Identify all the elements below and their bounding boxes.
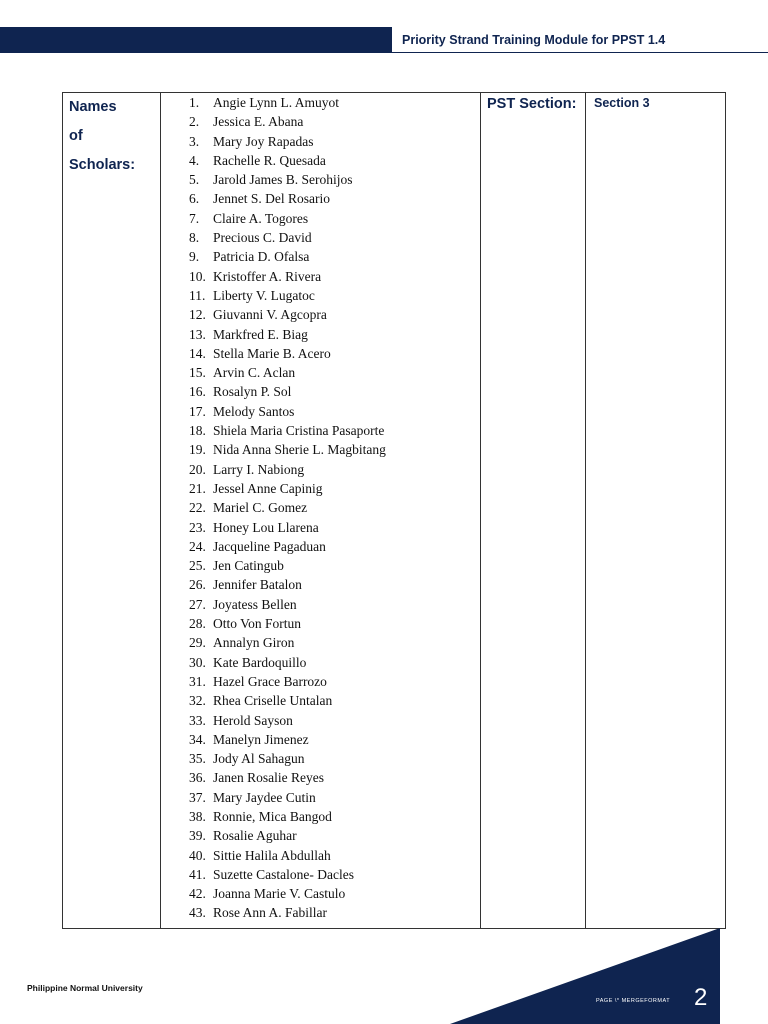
scholar-name: Jennifer Batalon — [213, 577, 302, 593]
scholar-number: 9. — [189, 249, 200, 265]
label-line-names: Names — [69, 99, 117, 115]
scholar-number: 36. — [189, 770, 206, 786]
scholar-number: 28. — [189, 616, 206, 632]
scholar-number: 42. — [189, 886, 206, 902]
scholar-list-item — [189, 711, 480, 730]
label-line-of: of — [69, 128, 83, 144]
pst-section-label: PST Section: — [487, 96, 577, 112]
scholar-list-item — [189, 749, 480, 768]
scholar-number: 1. — [189, 95, 200, 110]
scholar-list-item — [189, 112, 480, 131]
scholar-name: Rosalyn P. Sol — [213, 384, 292, 400]
scholar-list-item — [189, 614, 480, 633]
scholar-list-item — [189, 730, 480, 749]
scholar-number: 23. — [189, 519, 206, 535]
scholar-number: 34. — [189, 731, 206, 747]
scholar-name: Ronnie, Mica Bangod — [213, 808, 332, 824]
scholar-name: Mary Jaydee Cutin — [213, 789, 316, 805]
scholar-number: 17. — [189, 403, 206, 419]
scholar-list-item — [189, 363, 480, 382]
names-of-scholars-label — [63, 93, 160, 180]
scholar-list-item — [189, 884, 480, 903]
scholar-list-item — [189, 228, 480, 247]
scholar-name: Jacqueline Pagaduan — [213, 538, 326, 554]
scholar-list-item — [189, 151, 480, 170]
scholar-list-item — [189, 209, 480, 228]
scholar-name: Jessica E. Abana — [213, 114, 304, 130]
scholar-name: Annalyn Giron — [213, 635, 295, 651]
scholar-list-item — [189, 498, 480, 517]
scholar-number: 3. — [189, 133, 200, 149]
scholar-name: Kate Bardoquillo — [213, 654, 307, 670]
scholar-name: Stella Marie B. Acero — [213, 345, 331, 361]
scholar-name: Mary Joy Rapadas — [213, 133, 314, 149]
scholar-name: Claire A. Togores — [213, 210, 309, 226]
scholar-number: 27. — [189, 596, 206, 612]
scholar-number: 16. — [189, 384, 206, 400]
scholar-list-item — [189, 247, 480, 266]
scholar-number: 10. — [189, 268, 206, 284]
scholar-number: 22. — [189, 500, 206, 516]
scholar-list-item — [189, 170, 480, 189]
pst-section-value: Section 3 — [594, 96, 650, 110]
scholar-list-item — [189, 518, 480, 537]
scholar-number: 18. — [189, 423, 206, 439]
scholar-name: Joanna Marie V. Castulo — [213, 886, 346, 902]
scholar-number: 43. — [189, 905, 206, 921]
scholar-number: 33. — [189, 712, 206, 728]
footer-page-field: PAGE \* MERGEFORMAT — [596, 998, 671, 1004]
scholar-list-item — [189, 537, 480, 556]
scholar-list-item — [189, 460, 480, 479]
names-label-cell — [63, 93, 161, 929]
scholar-list-item — [189, 402, 480, 421]
scholar-number: 5. — [189, 172, 200, 188]
scholar-name: Kristoffer A. Rivera — [213, 268, 322, 284]
scholar-name: Precious C. David — [213, 230, 312, 246]
scholar-number: 20. — [189, 461, 206, 477]
scholar-list-item — [189, 807, 480, 826]
scholar-number: 32. — [189, 693, 206, 709]
scholar-list-item — [189, 189, 480, 208]
scholar-list-item — [189, 788, 480, 807]
scholar-name: Jessel Anne Capinig — [213, 480, 323, 496]
scholar-name: Jarold James B. Serohijos — [213, 172, 353, 188]
page-number: 2 — [694, 984, 708, 1011]
scholar-name: Jen Catingub — [213, 558, 284, 574]
scholar-list-item — [189, 556, 480, 575]
header-rule — [392, 52, 768, 53]
scholar-list-item — [189, 672, 480, 691]
scholar-name: Joyatess Bellen — [213, 596, 297, 612]
scholar-number: 13. — [189, 326, 206, 342]
scholar-list-item — [189, 286, 480, 305]
scholar-list-item — [189, 846, 480, 865]
scholar-number: 35. — [189, 751, 206, 767]
scholar-number: 15. — [189, 365, 206, 381]
footer-accent-triangle — [450, 928, 768, 1024]
scholar-list-item — [189, 132, 480, 151]
scholar-name: Herold Sayson — [213, 712, 293, 728]
scholar-number: 8. — [189, 230, 200, 246]
page-header-title: Priority Strand Training Module for PPST 1.4 — [402, 33, 666, 47]
scholar-name: Rhea Criselle Untalan — [213, 693, 333, 709]
scholar-list — [161, 93, 480, 923]
scholar-list-item — [189, 305, 480, 324]
scholar-number: 38. — [189, 808, 206, 824]
scholar-number: 37. — [189, 789, 206, 805]
scholar-number: 2. — [189, 114, 200, 130]
scholar-name: Manelyn Jimenez — [213, 731, 309, 747]
scholar-list-cell — [161, 93, 481, 929]
scholar-name: Sittie Halila Abdullah — [213, 847, 331, 863]
scholar-name: Suzette Castalone- Dacles — [213, 866, 354, 882]
scholar-number: 26. — [189, 577, 206, 593]
scholar-name: Rose Ann A. Fabillar — [213, 905, 327, 921]
scholar-name: Shiela Maria Cristina Pasaporte — [213, 423, 385, 439]
scholar-name: Patricia D. Ofalsa — [213, 249, 310, 265]
scholar-name: Liberty V. Lugatoc — [213, 287, 315, 303]
section-value-cell — [586, 93, 726, 929]
scholar-number: 19. — [189, 442, 206, 458]
scholars-table — [62, 92, 726, 929]
scholar-name: Angie Lynn L. Amuyot — [213, 95, 339, 110]
scholar-number: 12. — [189, 307, 206, 323]
scholar-list-item — [189, 653, 480, 672]
scholar-name: Larry I. Nabiong — [213, 461, 305, 477]
scholar-number: 6. — [189, 191, 200, 207]
scholar-list-item — [189, 826, 480, 845]
scholar-number: 30. — [189, 654, 206, 670]
scholar-name: Hazel Grace Barrozo — [213, 673, 327, 689]
scholar-number: 31. — [189, 673, 206, 689]
scholar-list-item — [189, 382, 480, 401]
section-label-cell — [481, 93, 586, 929]
scholar-list-item — [189, 595, 480, 614]
scholar-list-item — [189, 768, 480, 787]
scholar-name: Rachelle R. Quesada — [213, 152, 326, 168]
scholar-number: 21. — [189, 480, 206, 496]
scholar-number: 41. — [189, 866, 206, 882]
scholar-number: 40. — [189, 847, 206, 863]
scholar-list-item — [189, 691, 480, 710]
scholar-number: 7. — [189, 210, 200, 226]
scholar-number: 24. — [189, 538, 206, 554]
scholar-name: Otto Von Fortun — [213, 616, 302, 632]
scholar-list-item — [189, 267, 480, 286]
scholar-name: Markfred E. Biag — [213, 326, 308, 342]
scholar-name: Rosalie Aguhar — [213, 828, 297, 844]
scholar-name: Janen Rosalie Reyes — [213, 770, 324, 786]
scholar-number: 4. — [189, 152, 200, 168]
scholar-number: 39. — [189, 828, 206, 844]
header-bar — [0, 27, 392, 53]
scholar-name: Honey Lou Llarena — [213, 519, 319, 535]
scholar-list-item — [189, 440, 480, 459]
scholar-name: Arvin C. Aclan — [213, 365, 296, 381]
scholar-list-item — [189, 325, 480, 344]
scholar-name: Melody Santos — [213, 403, 295, 419]
scholar-name: Giuvanni V. Agcopra — [213, 307, 327, 323]
scholar-number: 11. — [189, 287, 206, 303]
scholar-list-item — [189, 633, 480, 652]
scholar-number: 25. — [189, 558, 206, 574]
scholar-list-item — [189, 479, 480, 498]
scholar-list-item — [189, 575, 480, 594]
scholar-list-item — [189, 865, 480, 884]
scholar-list-item — [189, 421, 480, 440]
scholar-name: Mariel C. Gomez — [213, 500, 308, 516]
scholar-number: 14. — [189, 345, 206, 361]
scholar-name: Jennet S. Del Rosario — [213, 191, 330, 207]
label-line-scholars: Scholars: — [69, 157, 136, 173]
scholar-list-item — [189, 344, 480, 363]
scholar-name: Nida Anna Sherie L. Magbitang — [213, 442, 386, 458]
scholar-list-item — [189, 903, 480, 922]
scholar-name: Jody Al Sahagun — [213, 751, 305, 767]
scholar-number: 29. — [189, 635, 206, 651]
footer-institution: Philippine Normal University — [27, 983, 143, 993]
scholar-list-item — [189, 93, 480, 112]
